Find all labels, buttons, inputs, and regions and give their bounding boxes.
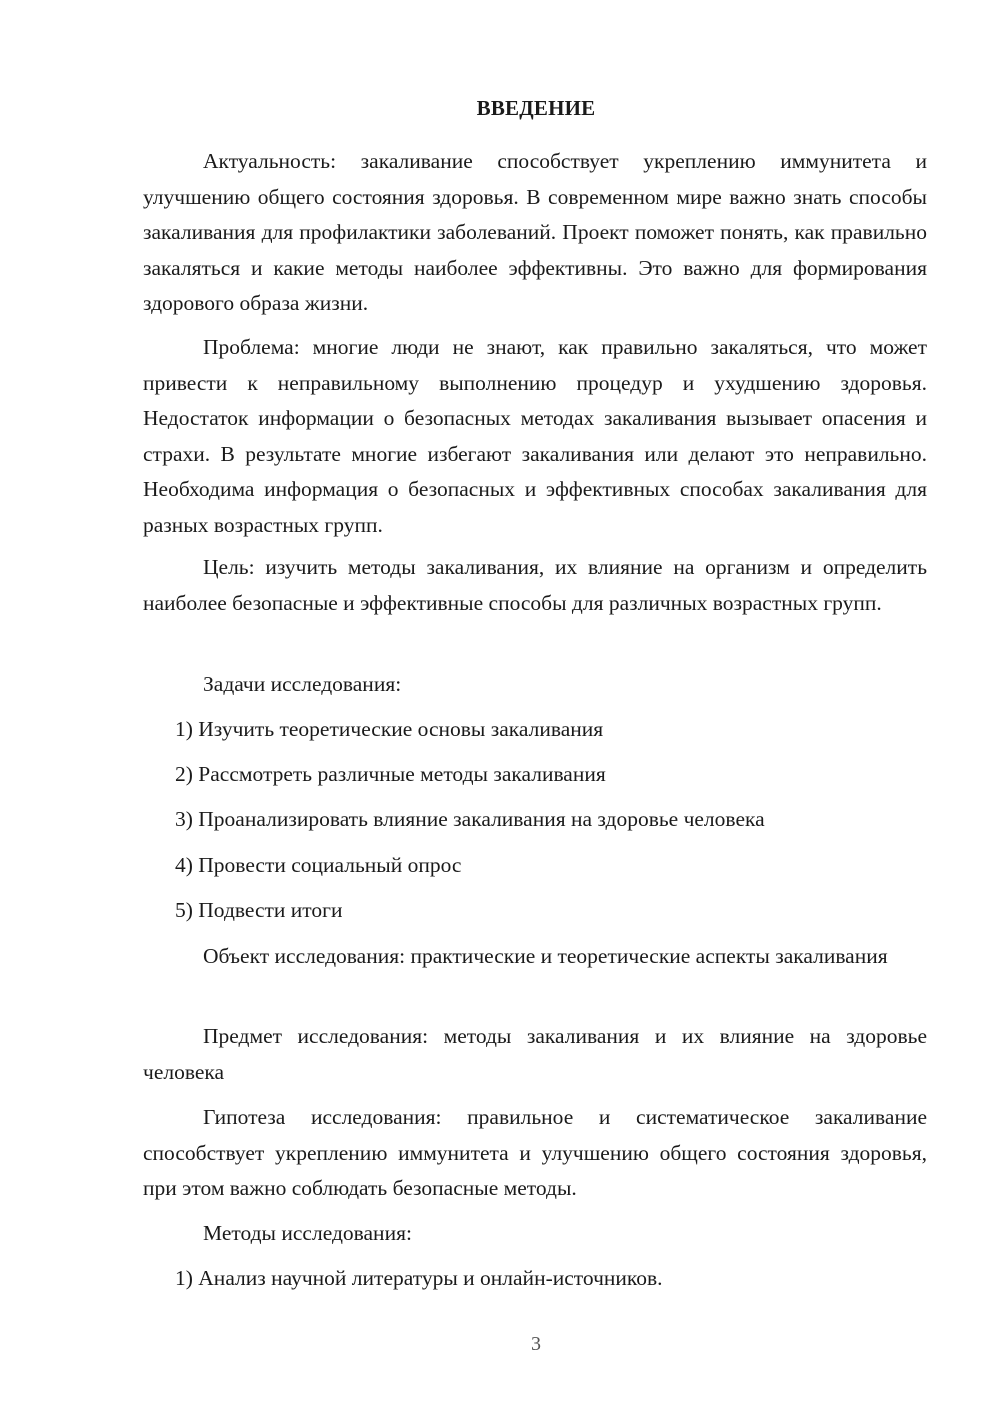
task-item: 2) Рассмотреть различные методы закаливания (175, 762, 606, 786)
subject-paragraph: Предмет исследования: методы закаливания и их влияние на здоровье человека (143, 1024, 927, 1084)
methods-heading: Методы исследования: (203, 1221, 412, 1245)
problem-paragraph: Проблема: многие люди не знают, как правильно закаляться, что может привести к неправильному выполнению процедур и ухудшению здоровья. Недостаток информации о безопасных методах закаливания вызывает опасения и страхи. В результате многие избегают закаливания или делают это неправильно. Необходима информация о безопасных и эффективных способах закаливания для разных возрастных групп. (143, 335, 927, 537)
task-item: 3) Проанализировать влияние закаливания на здоровье человека (175, 807, 765, 831)
task-item: 1) Изучить теоретические основы закаливания (175, 717, 604, 741)
object-paragraph: Объект исследования: практические и теоретические аспекты закаливания (203, 944, 888, 968)
page-number: 3 (531, 1333, 541, 1355)
method-item: 1) Анализ научной литературы и онлайн-источников. (175, 1266, 663, 1290)
tasks-heading: Задачи исследования: (203, 672, 402, 696)
task-item: 4) Провести социальный опрос (175, 853, 462, 877)
task-item: 5) Подвести итоги (175, 898, 343, 922)
page-title: ВВЕДЕНИЕ (476, 96, 596, 120)
hypothesis-paragraph: Гипотеза исследования: правильное и систематическое закаливание способствует укреплению иммунитета и улучшению общего состояния здоровья, при этом важно соблюдать безопасные методы. (143, 1105, 927, 1200)
relevance-paragraph: Актуальность: закаливание способствует укреплению иммунитета и улучшению общего состояния здоровья. В современном мире важно знать способы закаливания для профилактики заболеваний. Проект поможет понять, как правильно закаляться и какие методы наиболее эффективны. Это важно для формирования здорового образа жизни. (143, 149, 927, 315)
goal-paragraph: Цель: изучить методы закаливания, их влияние на организм и определить наиболее безопасные и эффективные способы для различных возрастных групп. (143, 555, 927, 615)
